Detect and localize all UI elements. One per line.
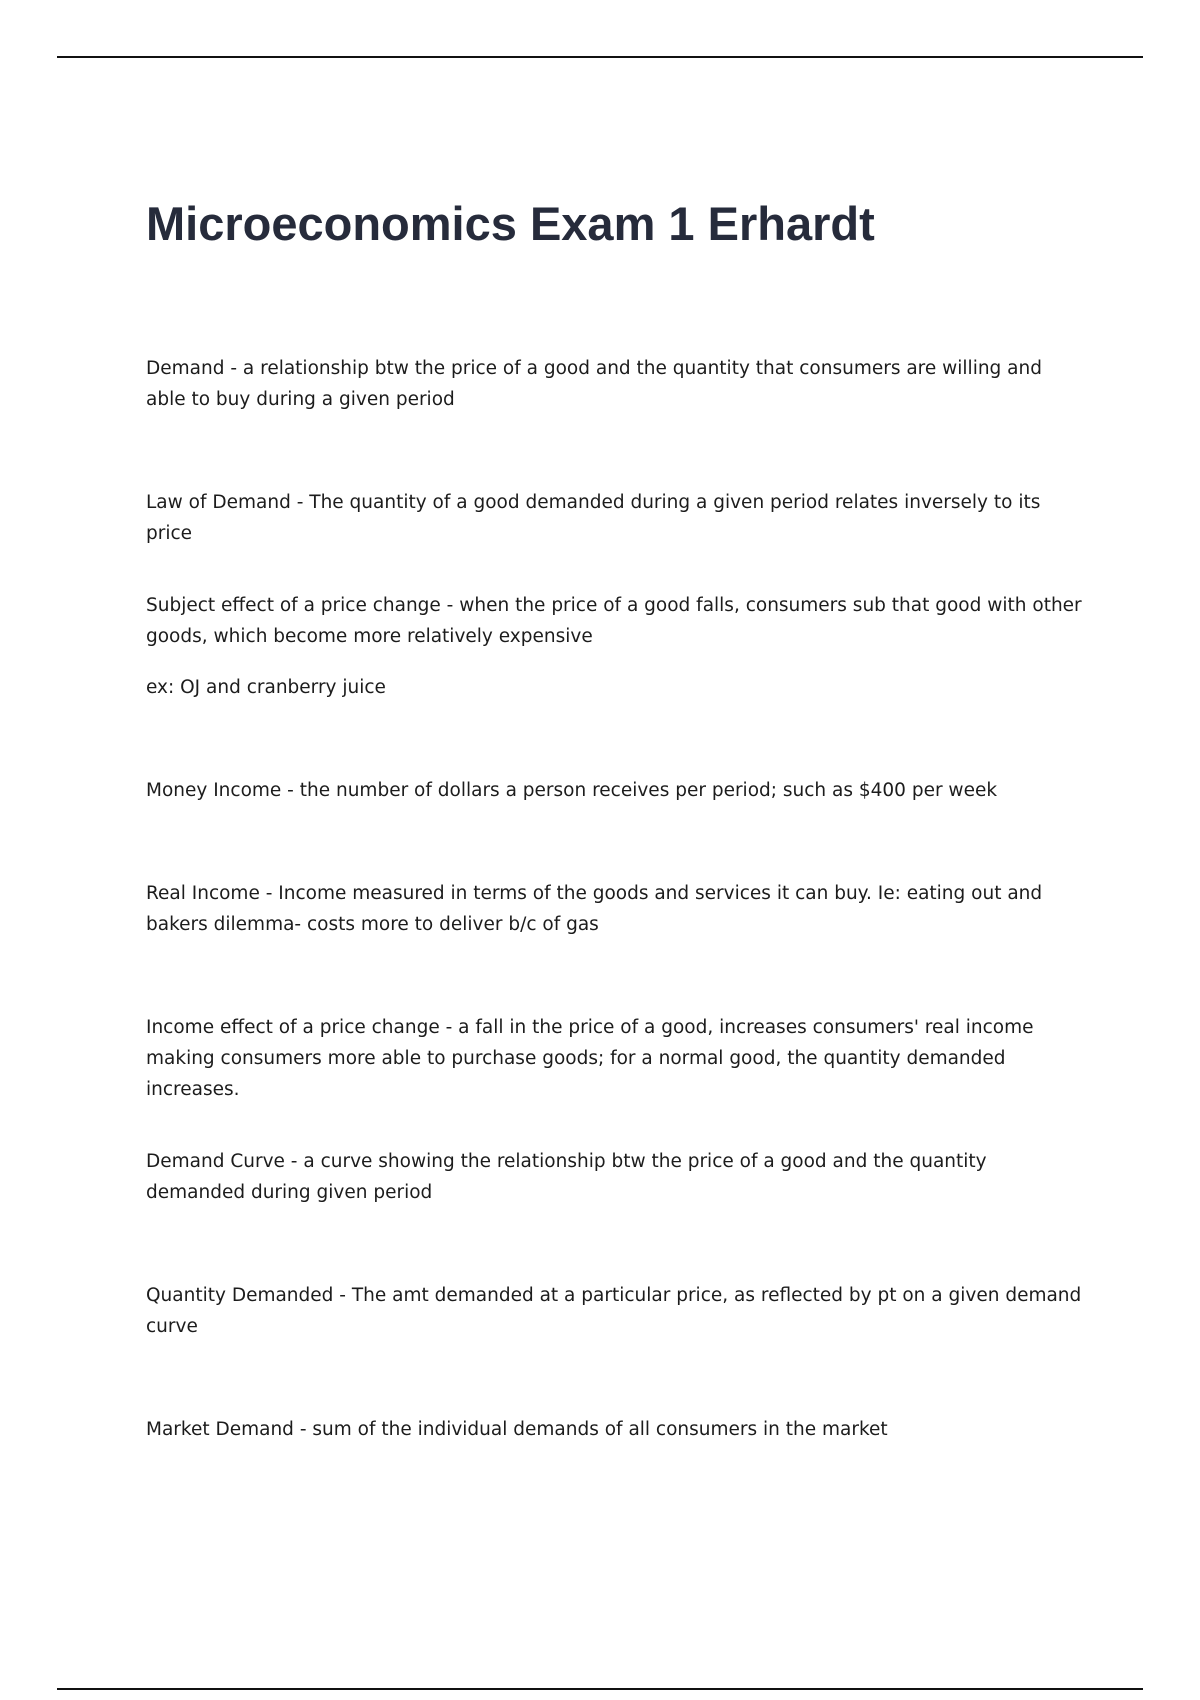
entry-term: Quantity Demanded - (146, 1285, 352, 1306)
entry-term: Real Income - (146, 883, 278, 904)
entry-definition: a curve showing the relationship btw the price of a good and the quantity demanded during given period (146, 1151, 987, 1203)
page-title: Microeconomics Exam 1 Erhardt (146, 197, 875, 250)
entry-definition: sum of the individual demands of all consumers in the market (312, 1419, 888, 1440)
entry-term: Income effect of a price change - (146, 1017, 458, 1038)
entry-term: Law of Demand - (146, 492, 309, 513)
entry-demand (146, 353, 1086, 415)
entry-definition: the number of dollars a person receives per period; such as $400 per week (299, 780, 998, 801)
entry-market-demand (146, 1414, 1086, 1445)
entry-quantity-demanded (146, 1280, 1086, 1342)
entry-example: ex: OJ and cranberry juice (146, 677, 386, 698)
entry-definition: a fall in the price of a good, increases consumers' real income making consumers more able to purchase goods; for a normal good, the quantity demanded increases. (146, 1017, 1034, 1100)
bottom-divider (57, 1688, 1143, 1690)
entry-definition: The quantity of a good demanded during a given period relates inversely to its price (146, 492, 1041, 544)
entry-term: Market Demand - (146, 1419, 312, 1440)
entry-definition: The amt demanded at a particular price, as reflected by pt on a given demand curve (146, 1285, 1082, 1337)
entry-term: Subject effect of a price change - (146, 595, 459, 616)
top-divider (57, 56, 1143, 58)
entry-definition: a relationship btw the price of a good and the quantity that consumers are willing and able to buy during a given period (146, 358, 1042, 410)
entry-demand-curve (146, 1146, 1086, 1208)
entry-term: Money Income - (146, 780, 300, 801)
entry-money-income (146, 775, 1086, 806)
entry-law-of-demand (146, 487, 1086, 549)
entry-term: Demand - (146, 358, 243, 379)
entry-term: Demand Curve - (146, 1151, 303, 1172)
entry-definition: when the price of a good falls, consumers sub that good with other goods, which become more relatively expensive (146, 595, 1082, 647)
entry-subject-effect (146, 590, 1086, 652)
entry-definition: Income measured in terms of the goods and services it can buy. Ie: eating out and bakers dilemma- costs more to deliver b/c of gas (146, 883, 1043, 935)
entry-real-income (146, 878, 1086, 940)
entry-income-effect (146, 1012, 1086, 1105)
